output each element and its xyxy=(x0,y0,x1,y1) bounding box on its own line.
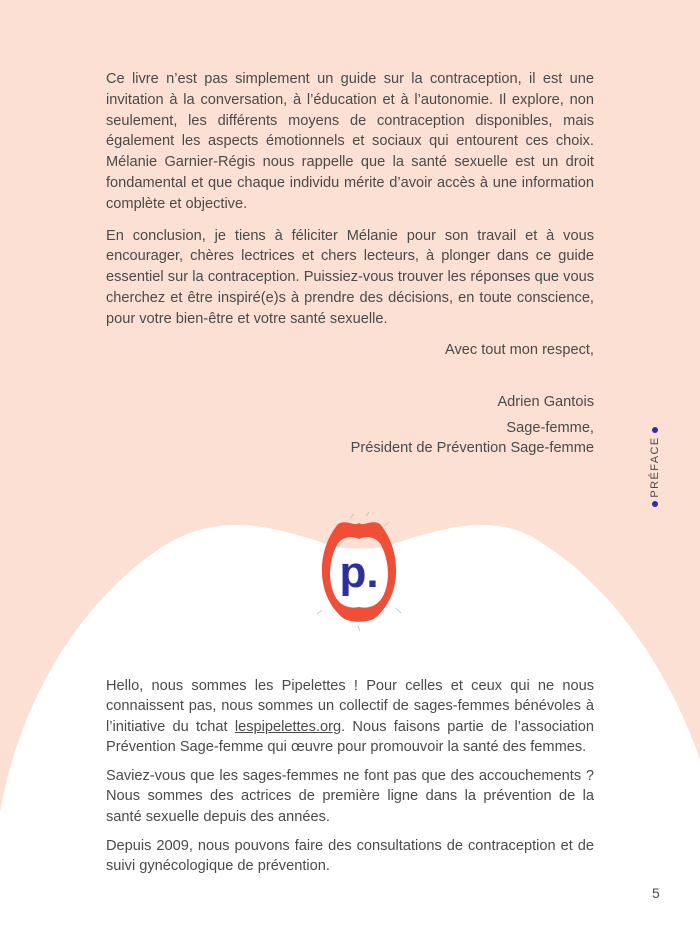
logo-letter: p. xyxy=(339,548,379,597)
preface-paragraph: En conclusion, je tiens à féliciter Mélanie pour son travail et à vous encourager, chères lectrices et chers lecteurs, à plonger dans ce guide essentiel sur la contraception. Puissiez-vous trouver les réponses que vous cherchez et être inspiré(e)s à prendre des décisions, en toute conscience, pour votre bien-être et votre santé sexuelle. xyxy=(106,227,594,327)
signature-role: Sage-femme, xyxy=(506,420,594,436)
side-tab-label: PRÉFACE xyxy=(649,436,661,498)
pipelettes-paragraph: Depuis 2009, nous pouvons faire des consultations de contraception et de suivi gynécologique de prévention. xyxy=(106,838,594,875)
dot-icon xyxy=(652,427,658,433)
signature-organisation: Président de Prévention Sage-femme xyxy=(350,440,594,456)
page-number: 5 xyxy=(652,885,660,901)
pipelettes-paragraph xyxy=(106,676,594,757)
text-run: Hello, nous sommes les Pipelettes ! Pour celles et ceux qui ne nous connaissent pas, nous sommes un collectif de sages-femmes bénévoles à l’initiative du tchat xyxy=(106,678,594,735)
pipelettes-text xyxy=(106,676,594,886)
pipelettes-paragraph: Saviez-vous que les sages-femmes ne font pas que des accouchements ? Nous sommes des actrices de première ligne dans la prévention de la santé sexuelle depuis des années. xyxy=(106,768,594,825)
signature-name: Adrien Gantois xyxy=(497,394,594,410)
closing-line: Avec tout mon respect, xyxy=(445,342,594,358)
lespipelettes-link[interactable]: lespipelettes.org xyxy=(234,718,342,735)
preface-text xyxy=(106,69,594,341)
text-run: . Nous faisons partie de l’association Prévention Sage-femme qui œuvre pour promouvoir la santé des femmes. xyxy=(106,718,594,755)
dot-icon xyxy=(652,501,658,507)
preface-side-tab xyxy=(644,427,666,507)
pipelettes-logo xyxy=(314,512,404,632)
preface-paragraph: Ce livre n’est pas simplement un guide sur la contraception, il est une invitation à la conversation, à l’éducation et à l’autonomie. Il explore, non seulement, les différents moyens de contraception disponibles, mais également les aspects émotionnels et sociaux qui entourent ces choix. Mélanie Garnier-Régis nous rappelle que la santé sexuelle est un droit fondamental et que chaque individu mérite d’avoir accès à une information complète et objective. xyxy=(106,71,594,212)
